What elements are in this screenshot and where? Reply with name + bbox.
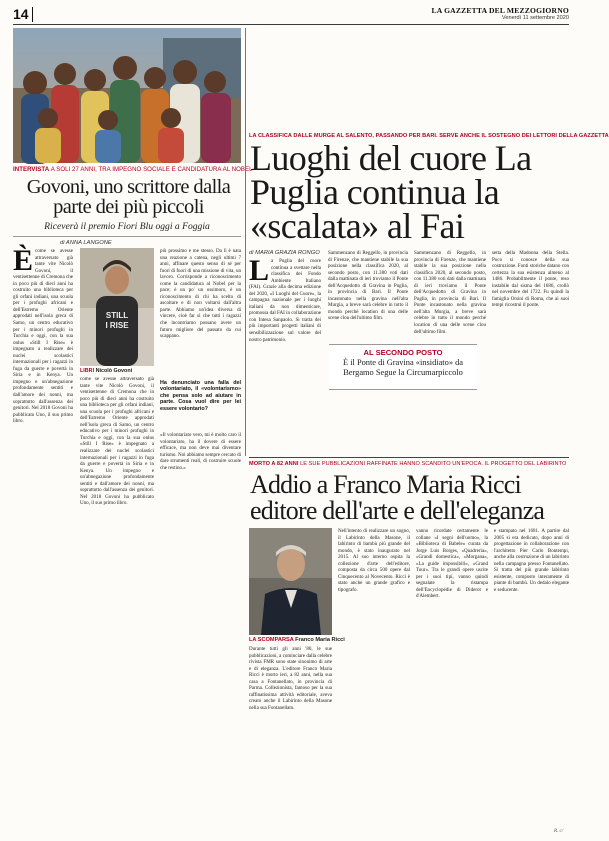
fai-highlight-text: È il Ponte di Gravina «insidiato» da Bergamo Segue la Circumarpiccolo — [342, 358, 464, 377]
govoni-body-column-1 — [13, 244, 73, 836]
fai-kicker: LA CLASSIFICA DALLE MURGE AL SALENTO, PASSANDO PER BARI. SERVE ANCHE IL SOSTEGNO DEI LETTORI DELLA GAZZETTA — [249, 133, 609, 139]
govoni-body-text-2: come se avesse attraversato già tante vite Nicolò Govoni, il ventisettenne di Cremona che in poco più di dieci anni ha costruito una biblioteca per gli orfani indiani, una scuola per i profughi africani e dell'Estremo Oriente approdati nell'isola greca di Samo, un centro educativo per i minori profughi in Turchia e oggi, con la sua onlus «Still I Rise» è impegnato a realizzare dei nuclei scolastici internazionali per i ragazzi in fuga da guerre e povertà in Siria e in Kenya. Un impegno e un'abnegazione profondamente sentiti e dall'amore dei nonni, ma soprattutto dall'assenza dei genitori. Nel 2018 Govoni ha pubblicato Uno, il suo primo libro. — [80, 376, 154, 507]
govoni-question-1 — [160, 380, 241, 430]
paper-name: LA GAZZETTA DEL MEZZOGIORNO — [431, 6, 569, 15]
ricci-body-text-3: vanno ricordate certamente le collane «I segni dell'uomo», la «Biblioteca di Babele» curata da Jorge Luis Borges, «Quadreria», «Grandi domestica», «Morgana», «La guide impossibili», «Grand Tour». Tra le grandi opere uscite per i suoi tipi, vanno quindi segnalate la ristampa dell'Encyclopédie di Diderot e d'Alembert. — [416, 528, 488, 600]
govoni-caption-label: LIBRI — [80, 368, 95, 374]
fai-byline: di MARIA GRAZIA RONGO — [249, 250, 320, 256]
portrait-illustration — [80, 248, 154, 366]
ricci-caption-label: LA SCOMPARSA — [249, 637, 294, 643]
ricci-portrait-photo — [249, 528, 332, 635]
ricci-photo-caption — [249, 637, 345, 643]
govoni-caption-name: Nicolò Govoni — [95, 368, 133, 374]
fai-headline: Luoghi del cuore La Puglia continua la «scalata» al Fai — [250, 138, 532, 246]
page-number-divider — [32, 7, 33, 22]
govoni-subhead-rule — [13, 236, 241, 237]
page-header — [13, 6, 569, 24]
fai-drop-cap: L — [249, 254, 270, 287]
header-rule — [13, 24, 569, 25]
svg-text:STILL: STILL — [105, 311, 129, 320]
govoni-byline: di ANNA LANGONE — [60, 240, 112, 246]
section-divider — [249, 457, 569, 458]
fai-highlight-box — [329, 344, 477, 390]
govoni-subhead: Riceverà il premio Fiori Blu oggi a Foggia — [44, 221, 210, 232]
ricci-body-text-2: Nell'intento di realizzare un sogno, il Labirinto della Masone, il labirinto di bambù più grande del mondo, è stato inaugurato nel 2015. Al suo interno ospita la collezione d'arte dell'editore, composta da circa 500 opere dal Cinquecento al Novecento. Ricci è stato anche un grande grafico e tipografo. — [338, 528, 410, 593]
govoni-group-photo — [13, 28, 241, 163]
fai-highlight-title: AL SECONDO POSTO — [363, 348, 443, 357]
page-number: 14 — [13, 6, 29, 22]
ricci-headline: Addio a Franco Maria Ricci editore dell'arte e dell'eleganza — [250, 470, 545, 525]
govoni-body-column-3 — [160, 248, 241, 378]
govoni-portrait-photo — [80, 248, 154, 366]
govoni-drop-cap: È — [13, 244, 34, 277]
ricci-caption-name: Franco Maria Ricci — [295, 637, 345, 643]
govoni-body-column-2 — [80, 376, 154, 836]
ricci-body-column-3 — [416, 528, 488, 836]
children-photo-illustration — [13, 28, 241, 163]
govoni-kicker-label: INTERVISTA — [13, 166, 49, 173]
column-divider — [245, 28, 246, 456]
govoni-photo-caption — [80, 368, 132, 374]
govoni-body-column-3b — [160, 432, 241, 836]
fai-body-text-2: Sammenzano di Reggello, in provincia di Firenze, che mantiene stabile la sua posizione nella classifica 2020, al secondo posto, con 11.380 voti dati dalla mattinata di ieri troviamo il Ponte dell'Acquedotto di Gravina in Puglia, in provincia di Bari. Il Ponte incastonato nella gravina nell'alta Murgia, a breve sarà celebre in tutto il mondo perché location di una delle scene clou dell'ultimo film. — [328, 250, 408, 322]
ricci-body-text-1: Durante tutti gli anni '80, le sue pubblicazioni, a cominciare dalla celebre rivista FMR sono state sinonimo di arte e di eleganza. L'editore Franco Maria Ricci è morto ieri, a 82 anni, nella sua casa a Fontanellato, in provincia di Parma. Collezionista, famoso per la sua raffinatissima attività editoriale, aveva creato anche il Labirinto della Masone nella sua Fontanellato. — [249, 646, 332, 711]
svg-text:I RISE: I RISE — [105, 321, 129, 330]
ricci-portrait-illustration — [249, 528, 332, 635]
govoni-kicker-text: A SOLI 27 ANNI, TRA IMPEGNO SOCIALE E CANDIDATURA AL NOBEL — [50, 166, 253, 173]
ricci-kicker-label: MORTO A 82 ANNI — [249, 461, 299, 467]
govoni-question-text-1: Ha denunciato una falla del volontariato, il «volontarismo» che pensa solo ad aiutare in parte. Cosa vuol dire per lei essere volontario? — [160, 380, 241, 412]
ricci-kicker-text: LE SUE PUBBLICAZIONI RAFFINATE HANNO SCANDITO UN'EPOCA. IL PROGETTO DEL LABIRINTO — [300, 461, 567, 467]
ricci-body-text-4: e stampato nel 1681. A partire dal 2005 si era dedicato, dopo anni di progettazione in collaborazione con l'architetto Pier Carlo Bontempi, anche alla costruzione di un labirinto nella campagna presso Fontanellato. Si tratta del più grande labirinto esistente, composto interamente di piante di bambù. Un dedalo elegante e seducente. — [494, 528, 569, 593]
govoni-body-text-1: come se avesse attraversato già tante vite Nicolò Govoni, il ventisettenne di Cremona che in poco più di dieci anni ha costruito una biblioteca per gli orfani indiani, una scuola per i profughi africani e dell'Estremo Oriente approdati nell'isola greca di Samo, un centro educativo per i minori profughi in Turchia e oggi, con la sua onlus «Still I Rise» è impegnato a realizzare dei nuclei scolastici internazionali per i ragazzi in fuga da guerre e povertà in Siria e in Kenya. Un impegno e un'abnegazione profondamente sentiti e dall'amore dei nonni, ma soprattutto dall'assenza dei genitori. Nel 2018 Govoni ha pubblicato Uno, il suo primo libro. — [13, 248, 73, 425]
issue-date: Venerdì 11 settembre 2020 — [501, 15, 569, 21]
fai-body-text-1: a Puglia del cuore continua a svettare nella classifica dei Fondo Ambiente Italiano (FAI). Grazie alla decima edizione del 2020, «I Luoghi del Cuore», la campagna nazionale per i luoghi italiani da non dimenticare, promossa dal FAI in collaborazione con Intesa Sanpaolo. Si tratta dei più importanti progetti italiani di sensibilizzazione sul valore del nostro patrimonio. — [249, 258, 321, 343]
govoni-kicker — [13, 166, 253, 173]
fai-body-column-1 — [249, 254, 321, 454]
govoni-body-text-3b: «Il volontariato vero, mi è molto caro il volontariato, ha il dovere di essere efficace, ma non deve mai diventare turismo. Noi abbiamo sempre cercato di dare strumenti reali, di costruire scuole che restino.» — [160, 432, 242, 471]
ricci-kicker — [249, 461, 569, 467]
ricci-body-column-1 — [249, 646, 332, 836]
ricci-body-column-4 — [494, 528, 569, 828]
govoni-body-text-3: più prossimo e me stesso. Da lì è nata una reazione a catena, negli ultimi 7 anni, affinare questo senso di sé per fuori di fuori di una missione di vita, un lavoro. Corrisponde a riconoscimento come la candidatura al Nobel per la pace; è un po' un ossimoro, è un riconoscimento di chi ha scelto di ascoltare e di non voltarsi dall'altra parte. Abbiamo un'idea diversa di vincere, cioè far sì che tutti i ragazzi che incontriamo possano avere un futuro migliore del passato da cui scappano. — [160, 248, 241, 340]
govoni-headline: Govoni, uno scrittore dalla parte dei più piccoli — [26, 176, 231, 218]
editor-signature: R. c/ — [554, 829, 564, 834]
fai-body-text-3: Sammenzano di Reggello, in provincia di Firenze, che mantiene stabile la sua posizione nella classifica 2020, al secondo posto, con 11.380 voti dati dalla mattinata di ieri troviamo il Ponte dell'Acquedotto di Gravina in Puglia, in provincia di Bari. Il Ponte incastonato nella gravina nell'alta Murgia, a breve sarà celebre in tutto il mondo perché location di una delle scene clou dell'ultimo film. — [414, 250, 486, 335]
fai-body-column-4 — [492, 250, 569, 454]
fai-body-text-4: setta della Madonna della Stella. Poco si conosce della sua costruzione. Fonti storiche datano con certezza la sua esistenza almeno al 1486. Probabilmente il ponte, reso instabile dal sisma del 1686, crollò nel novembre del 1722. Fu quindi la famiglia Orsini di Roma, che ai suoi tempi ricostruì il ponte. — [492, 250, 569, 309]
ricci-body-column-2 — [338, 528, 410, 836]
